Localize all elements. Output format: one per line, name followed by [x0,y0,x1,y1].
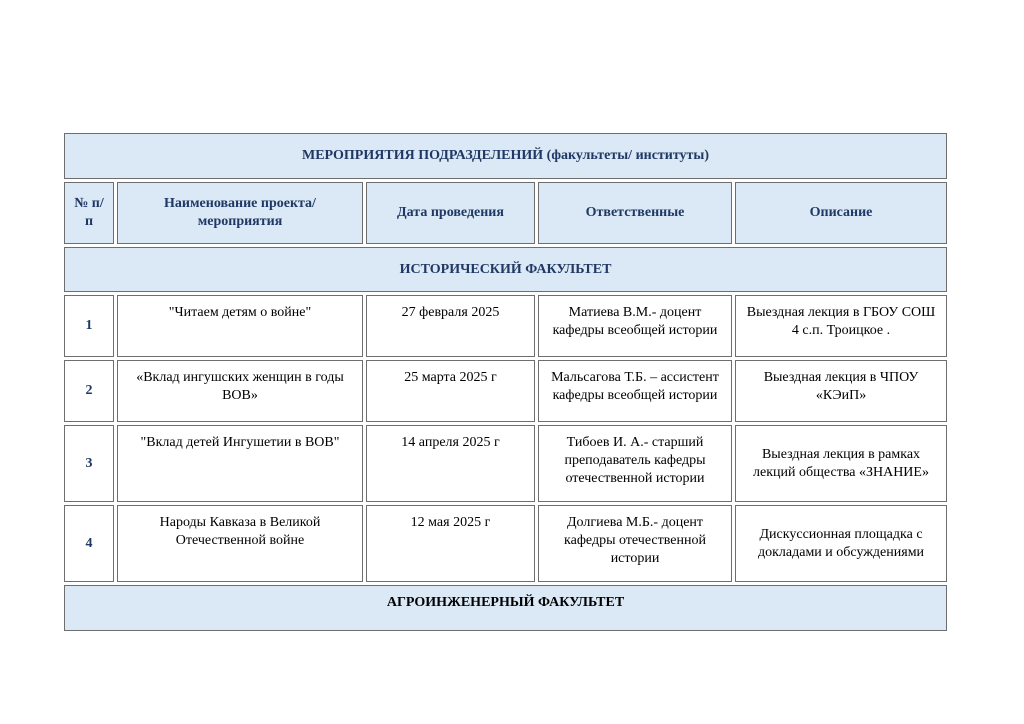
event-responsible: Мальсагова Т.Б. – ассистент кафедры всеобщей истории [538,360,732,422]
column-header-description: Описание [735,182,947,244]
row-number: 3 [64,425,114,502]
event-date: 27 февраля 2025 [366,295,535,357]
event-description: Выездная лекция в рамках лекций общества «ЗНАНИЕ» [735,425,947,502]
event-responsible: Долгиева М.Б.- доцент кафедры отечественной истории [538,505,732,582]
event-date: 14 апреля 2025 г [366,425,535,502]
column-header-num: № п/п [64,182,114,244]
event-description: Выездная лекция в ЧПОУ «КЭиП» [735,360,947,422]
event-name: "Читаем детям о войне" [117,295,363,357]
column-header-name: Наименование проекта/мероприятия [117,182,363,244]
table-row [64,295,947,357]
event-date: 12 мая 2025 г [366,505,535,582]
column-header-responsible: Ответственные [538,182,732,244]
document-page [61,130,946,634]
table-row [64,425,947,502]
table-title: МЕРОПРИЯТИЯ ПОДРАЗДЕЛЕНИЙ (факультеты/ институты) [64,133,947,179]
event-description: Выездная лекция в ГБОУ СОШ 4 с.п. Троицкое . [735,295,947,357]
section-title: ИСТОРИЧЕСКИЙ ФАКУЛЬТЕТ [64,247,947,292]
section-title: АГРОИНЖЕНЕРНЫЙ ФАКУЛЬТЕТ [64,585,947,631]
row-number: 4 [64,505,114,582]
table-row [64,505,947,582]
event-responsible: Матиева В.М.- доцент кафедры всеобщей истории [538,295,732,357]
event-responsible: Тибоев И. А.- старший преподаватель кафедры отечественной истории [538,425,732,502]
event-name: "Вклад детей Ингушетии в ВОВ" [117,425,363,502]
row-number: 1 [64,295,114,357]
event-name: «Вклад ингушских женщин в годы ВОВ» [117,360,363,422]
event-name: Народы Кавказа в Великой Отечественной войне [117,505,363,582]
event-date: 25 марта 2025 г [366,360,535,422]
row-number: 2 [64,360,114,422]
events-table [61,130,950,634]
column-header-date: Дата проведения [366,182,535,244]
table-row [64,360,947,422]
event-description: Дискуссионная площадка с докладами и обсуждениями [735,505,947,582]
